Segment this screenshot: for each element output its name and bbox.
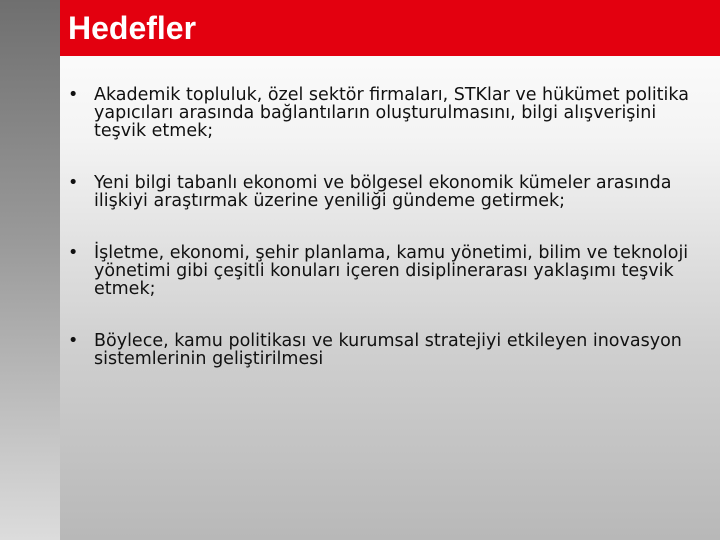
bullet-text: Akademik topluluk, özel sektör firmaları, STKlar ve hükümet politika yapıcıları arasında bağlantıların oluşturulmasını, bilgi alışverişini teşvik etmek; xyxy=(94,85,689,141)
bullet-marker: • xyxy=(68,331,79,351)
bullet-text: Yeni bilgi tabanlı ekonomi ve bölgesel ekonomik kümeler arasında ilişkiyi araştırmak üzerine yeniliği gündeme getirmek; xyxy=(94,173,672,211)
bullet-marker: • xyxy=(68,243,79,263)
title-bar xyxy=(60,0,720,56)
left-decorative-strip xyxy=(0,0,60,540)
bullet-marker: • xyxy=(68,173,79,193)
slide-title: Hedefler xyxy=(68,10,197,46)
bullet-marker: • xyxy=(68,85,79,105)
bullet-text: Böylece, kamu politikası ve kurumsal stratejiyi etkileyen inovasyon sistemlerinin geliştirilmesi xyxy=(94,331,682,369)
bullet-item-3 xyxy=(66,244,706,298)
bullet-list xyxy=(66,86,706,402)
bullet-item-2 xyxy=(66,174,706,210)
bullet-item-1 xyxy=(66,86,706,140)
bullet-text: İşletme, ekonomi, şehir planlama, kamu yönetimi, bilim ve teknoloji yönetimi gibi çeşitli konuları içeren disiplinerarası yaklaşımı teşvik etmek; xyxy=(94,243,689,299)
bullet-item-4 xyxy=(66,332,706,368)
